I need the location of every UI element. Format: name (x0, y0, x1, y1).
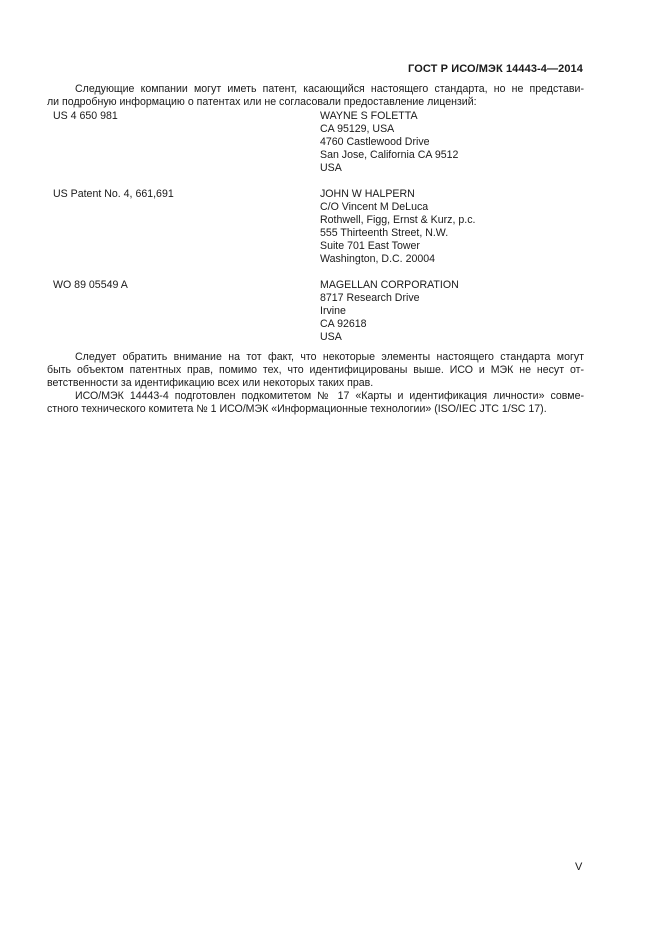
holder-line: Suite 701 East Tower (320, 240, 420, 252)
intro-line: Следующие компании могут иметь патент, касающийся настоящего стандарта, но не представи- (75, 83, 584, 95)
patent-holder-address (320, 188, 583, 266)
committee-paragraph (47, 390, 584, 416)
committee-line: стного технического комитета № 1 ИСО/МЭК «Информационные технологии» (ISO/IEC JTC 1/SC 17). (47, 403, 547, 415)
patent-entry (53, 110, 583, 175)
patent-number: US 4 650 981 (53, 110, 118, 122)
holder-line: JOHN W HALPERN (320, 188, 415, 200)
holder-line: Washington, D.C. 20004 (320, 253, 436, 265)
holder-line: C/O Vincent M DeLuca (320, 201, 429, 213)
holder-line: WAYNE S FOLETTA (320, 110, 418, 122)
holder-line: CA 95129, USA (320, 123, 395, 135)
notice-line: Следует обратить внимание на тот факт, что некоторые элементы настоящего стандарта могут (75, 351, 584, 363)
holder-line: USA (320, 331, 342, 343)
notice-line: ветственности за идентификацию всех или некоторых таких прав. (47, 377, 374, 389)
patent-holder-address (320, 110, 583, 175)
patent-number: US Patent No. 4, 661,691 (53, 188, 174, 200)
holder-line: 555 Thirteenth Street, N.W. (320, 227, 449, 239)
holder-line: CA 92618 (320, 318, 367, 330)
notice-paragraph (47, 351, 584, 390)
holder-line: San Jose, California CA 9512 (320, 149, 459, 161)
document-header: ГОСТ Р ИСО/МЭК 14443-4—2014 (408, 63, 583, 75)
committee-line: ИСО/МЭК 14443-4 подготовлен подкомитетом № 17 «Карты и идентификация личности» совме- (75, 390, 584, 402)
holder-line: USA (320, 162, 342, 174)
patent-entry (53, 188, 583, 266)
page-number: V (575, 861, 583, 873)
holder-line: 8717 Research Drive (320, 292, 420, 304)
holder-line: 4760 Castlewood Drive (320, 136, 430, 148)
holder-line: MAGELLAN CORPORATION (320, 279, 459, 291)
patent-holder-address (320, 279, 583, 344)
intro-line: ли подробную информацию о патентах или не согласовали предоставление лицензий: (47, 96, 477, 108)
intro-paragraph (47, 83, 584, 109)
notice-line: быть объектом патентных прав, помимо тех, что идентифицированы выше. ИСО и МЭК не несут от- (47, 364, 584, 376)
holder-line: Rothwell, Figg, Ernst & Kurz, p.c. (320, 214, 476, 226)
holder-line: Irvine (320, 305, 346, 317)
patent-list (53, 110, 583, 357)
patent-entry (53, 279, 583, 344)
patent-number: WO 89 05549 A (53, 279, 128, 291)
